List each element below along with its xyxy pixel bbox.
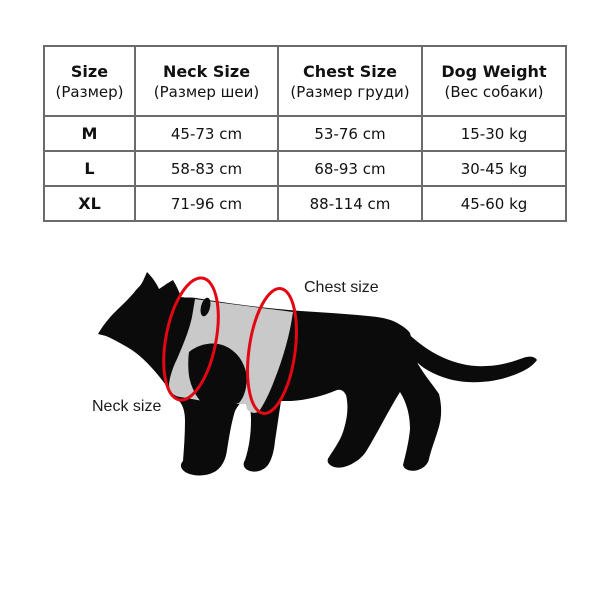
neck-xl-cell: 71-96 cm bbox=[135, 186, 278, 221]
weight-l-cell: 30-45 kg bbox=[422, 151, 566, 186]
col-header-weight-ru: (Вес собаки) bbox=[444, 82, 544, 101]
weight-m-cell: 15-30 kg bbox=[422, 116, 566, 151]
neck-m-cell: 45-73 cm bbox=[135, 116, 278, 151]
chest-l-cell: 68-93 cm bbox=[278, 151, 422, 186]
col-header-chest-ru: (Размер груди) bbox=[290, 82, 410, 101]
col-header-size-en: Size bbox=[70, 61, 109, 81]
col-header-neck-ru: (Размер шеи) bbox=[153, 82, 260, 101]
chest-size-label: Chest size bbox=[304, 279, 379, 296]
weight-xl-cell: 45-60 kg bbox=[422, 186, 566, 221]
col-header-neck-en: Neck Size bbox=[162, 61, 251, 81]
col-header-chest-en: Chest Size bbox=[303, 61, 397, 81]
size-m-cell: M bbox=[44, 116, 135, 151]
chest-m-cell: 53-76 cm bbox=[278, 116, 422, 151]
col-header-size-ru: (Размер) bbox=[55, 82, 124, 101]
size-xl-cell: XL bbox=[44, 186, 135, 221]
size-l-cell: L bbox=[44, 151, 135, 186]
col-header-weight-en: Dog Weight bbox=[441, 61, 547, 81]
neck-size-label: Neck size bbox=[92, 398, 162, 415]
neck-l-cell: 58-83 cm bbox=[135, 151, 278, 186]
chest-xl-cell: 88-114 cm bbox=[278, 186, 422, 221]
